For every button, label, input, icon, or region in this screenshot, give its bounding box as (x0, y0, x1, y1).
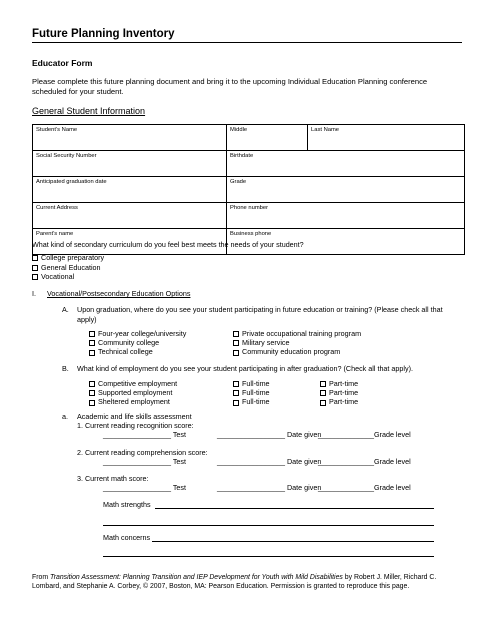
list-item[interactable]: Full-time (233, 388, 270, 397)
checkbox[interactable] (233, 331, 239, 337)
birthdate-field[interactable] (227, 151, 465, 177)
score-date-blank[interactable]: _________________ Date given (217, 457, 322, 466)
list-item[interactable]: Supported employment (89, 388, 177, 397)
score-item-label: 2. Current reading comprehension score: (77, 448, 208, 457)
field-label: Middle (230, 127, 248, 133)
question-a-letter: A. (62, 305, 69, 314)
field-label: Current Address (36, 205, 78, 211)
math-concerns-line[interactable] (152, 541, 434, 542)
grade-field[interactable] (227, 177, 465, 203)
checkbox[interactable] (233, 390, 239, 396)
address-field[interactable] (33, 203, 227, 229)
page-title: Future Planning Inventory (32, 28, 175, 40)
checkbox[interactable] (32, 265, 38, 271)
checkbox[interactable] (233, 340, 239, 346)
table-row (33, 203, 465, 229)
student-info-table (32, 124, 465, 255)
citation-footer: From Transition Assessment: Planning Transition and IEP Development for Youth with Mild Disabilities by Robert J. Miller, Richard C. Lombard, and Stephanie A. Corbey, © 2007, Boston, MA: Pearson Education. Permission is granted to reproduce this page. (32, 574, 437, 590)
math-strengths-label: Math strengths (103, 500, 151, 509)
curriculum-options (32, 253, 104, 282)
list-item[interactable]: Community college (89, 338, 186, 347)
checkbox[interactable] (233, 350, 239, 356)
field-label: Social Security Number (36, 153, 97, 159)
table-row (33, 177, 465, 203)
list-item[interactable]: General Education (32, 263, 104, 273)
field-label: Grade (230, 179, 247, 185)
table-row (33, 151, 465, 177)
phone-field[interactable] (227, 203, 465, 229)
form-subtitle: Educator Form (32, 58, 93, 68)
score-test-blank[interactable]: _________________ Test (103, 457, 187, 466)
list-item[interactable]: Technical college (89, 347, 186, 356)
list-item[interactable]: Four-year college/university (89, 329, 186, 338)
part-numeral: I. (32, 289, 36, 298)
table-row (33, 125, 465, 151)
middle-name-field[interactable] (227, 125, 308, 151)
field-label: Anticipated graduation date (36, 179, 107, 185)
score-grade-blank[interactable]: ______________Grade level (318, 430, 411, 439)
score-date-blank[interactable]: _________________ Date given (217, 430, 322, 439)
checkbox[interactable] (32, 255, 38, 261)
list-item[interactable]: Part-time (320, 379, 358, 388)
section-heading: General Student Information (32, 106, 146, 116)
list-item[interactable]: College preparatory (32, 253, 104, 263)
question-b-letter: B. (62, 364, 69, 373)
checkbox[interactable] (89, 381, 95, 387)
field-label: Phone number (230, 205, 269, 211)
field-label: Parent’s name (36, 231, 74, 237)
score-test-blank[interactable]: _________________ Test (103, 483, 187, 492)
checkbox[interactable] (89, 350, 95, 356)
checkbox[interactable] (89, 331, 95, 337)
question-a-col2 (233, 329, 361, 357)
question-b-text: What kind of employment do you see your student participating in after graduation? (Check all that apply). (77, 364, 414, 373)
last-name-field[interactable] (308, 125, 465, 151)
math-concerns-line-2[interactable] (103, 556, 434, 557)
question-b-col1 (89, 379, 177, 407)
assessment-heading: Academic and life skills assessment (77, 412, 192, 421)
field-label: Business phone (230, 231, 272, 237)
list-item[interactable]: Competitive employment (89, 379, 177, 388)
list-item[interactable]: Community education program (233, 347, 361, 356)
checkbox[interactable] (89, 340, 95, 346)
ssn-field[interactable] (33, 151, 227, 177)
checkbox[interactable] (320, 390, 326, 396)
list-item[interactable]: Part-time (320, 388, 358, 397)
title-rule (32, 42, 462, 43)
math-strengths-line[interactable] (155, 508, 434, 509)
curriculum-question: What kind of secondary curriculum do you feel best meets the needs of your student? (32, 240, 304, 249)
list-item[interactable]: Part-time (320, 397, 358, 406)
checkbox[interactable] (89, 390, 95, 396)
list-item[interactable]: Full-time (233, 379, 270, 388)
list-item[interactable]: Full-time (233, 397, 270, 406)
math-concerns-label: Math concerns (103, 533, 151, 542)
score-grade-blank[interactable]: ______________Grade level (318, 457, 411, 466)
field-label: Student’s Name (36, 127, 78, 133)
score-item-label: 3. Current math score: (77, 474, 149, 483)
list-item[interactable]: Private occupational training program (233, 329, 361, 338)
checkbox[interactable] (233, 381, 239, 387)
list-item[interactable]: Vocational (32, 272, 104, 282)
checkbox[interactable] (320, 381, 326, 387)
score-date-blank[interactable]: _________________ Date given (217, 483, 322, 492)
math-strengths-line-2[interactable] (103, 525, 434, 526)
intro-paragraph: Please complete this future planning document and bring it to the upcoming Individual Education Planning conference scheduled for your student. (32, 77, 428, 96)
assessment-letter: a. (62, 412, 68, 421)
checkbox[interactable] (320, 400, 326, 406)
students-name-field[interactable] (33, 125, 227, 151)
checkbox[interactable] (89, 400, 95, 406)
field-label: Birthdate (230, 153, 254, 159)
question-b-col2 (233, 379, 270, 407)
question-a-text: Upon graduation, where do you see your student participating in future education or training? (Please check all that apply) (77, 305, 443, 324)
list-item[interactable]: Military service (233, 338, 361, 347)
list-item[interactable]: Sheltered employment (89, 397, 177, 406)
checkbox[interactable] (233, 400, 239, 406)
score-grade-blank[interactable]: ______________Grade level (318, 483, 411, 492)
question-a-col1 (89, 329, 186, 357)
question-b-col3 (320, 379, 358, 407)
score-test-blank[interactable]: _________________ Test (103, 430, 187, 439)
field-label: Last Name (311, 127, 340, 133)
checkbox[interactable] (32, 274, 38, 280)
grad-date-field[interactable] (33, 177, 227, 203)
part-heading: Vocational/Postsecondary Education Options (47, 289, 191, 298)
score-item-label: 1. Current reading recognition score: (77, 421, 194, 430)
book-title: Transition Assessment: Planning Transition and IEP Development for Youth with Mild Disabilities (50, 574, 343, 581)
